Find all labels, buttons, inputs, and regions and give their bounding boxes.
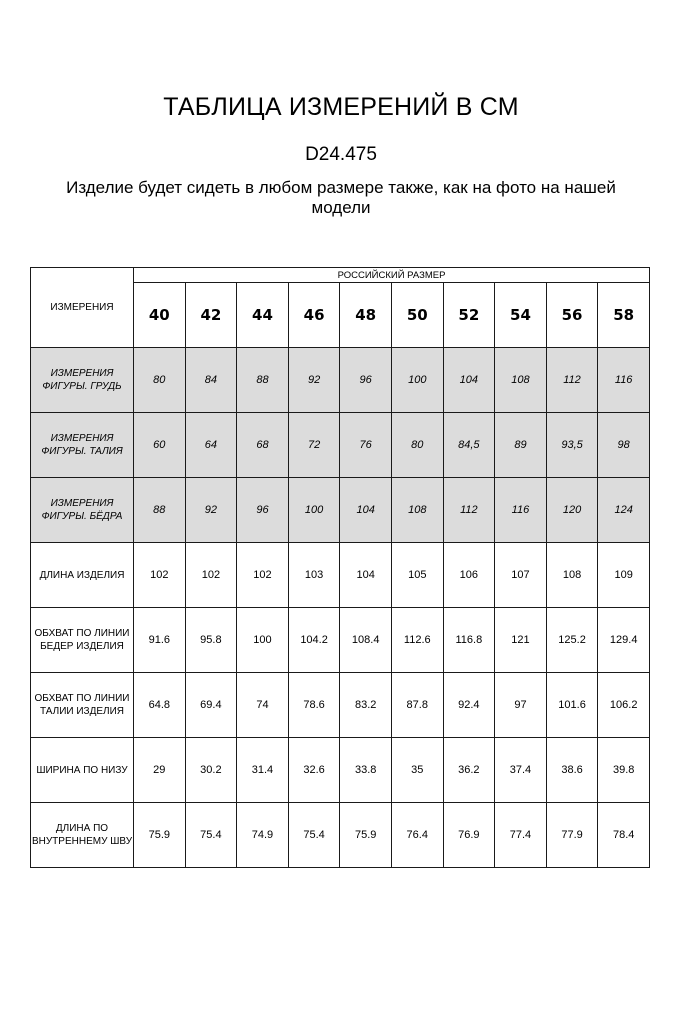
table-cell: 88 xyxy=(237,348,289,413)
table-cell: 30.2 xyxy=(185,738,237,803)
table-cell: 112 xyxy=(443,478,495,543)
table-body xyxy=(31,348,650,868)
row-label: ДЛИНА ПО ВНУТРЕННЕМУ ШВУ xyxy=(31,803,134,868)
table-cell: 104.2 xyxy=(288,608,340,673)
table-cell: 64.8 xyxy=(134,673,186,738)
table-cell: 101.6 xyxy=(546,673,598,738)
page-title: ТАБЛИЦА ИЗМЕРЕНИЙ В СМ xyxy=(163,93,519,121)
table-cell: 75.9 xyxy=(134,803,186,868)
size-header-40: 40 xyxy=(134,283,186,348)
table-cell: 91.6 xyxy=(134,608,186,673)
product-code: D24.475 xyxy=(305,144,377,165)
table-cell: 124 xyxy=(598,478,650,543)
table-cell: 83.2 xyxy=(340,673,392,738)
table-cell: 74.9 xyxy=(237,803,289,868)
table-cell: 104 xyxy=(443,348,495,413)
table-cell: 112.6 xyxy=(391,608,443,673)
size-header-58: 58 xyxy=(598,283,650,348)
size-header-46: 46 xyxy=(288,283,340,348)
table-cell: 76.4 xyxy=(391,803,443,868)
table-cell: 84 xyxy=(185,348,237,413)
table-row xyxy=(31,673,650,738)
table-row xyxy=(31,803,650,868)
table-cell: 116 xyxy=(598,348,650,413)
row-label: ИЗМЕРЕНИЯ ФИГУРЫ. ТАЛИЯ xyxy=(31,413,134,478)
table-cell: 87.8 xyxy=(391,673,443,738)
table-cell: 104 xyxy=(340,543,392,608)
table-cell: 69.4 xyxy=(185,673,237,738)
table-cell: 116 xyxy=(495,478,547,543)
table-cell: 89 xyxy=(495,413,547,478)
table-cell: 74 xyxy=(237,673,289,738)
table-row xyxy=(31,478,650,543)
table-cell: 80 xyxy=(134,348,186,413)
table-cell: 129.4 xyxy=(598,608,650,673)
fit-note: Изделие будет сидеть в любом размере также, как на фото на нашей модели xyxy=(66,178,616,217)
table-cell: 92 xyxy=(288,348,340,413)
table-cell: 100 xyxy=(237,608,289,673)
table-cell: 98 xyxy=(598,413,650,478)
table-cell: 78.6 xyxy=(288,673,340,738)
table-cell: 108.4 xyxy=(340,608,392,673)
table-cell: 102 xyxy=(134,543,186,608)
table-cell: 112 xyxy=(546,348,598,413)
table-cell: 97 xyxy=(495,673,547,738)
table-cell: 37.4 xyxy=(495,738,547,803)
table-cell: 77.4 xyxy=(495,803,547,868)
table-cell: 38.6 xyxy=(546,738,598,803)
table-cell: 80 xyxy=(391,413,443,478)
table-cell: 76.9 xyxy=(443,803,495,868)
table-cell: 60 xyxy=(134,413,186,478)
table-cell: 72 xyxy=(288,413,340,478)
size-header-50: 50 xyxy=(391,283,443,348)
table-cell: 35 xyxy=(391,738,443,803)
table-cell: 96 xyxy=(340,348,392,413)
table-cell: 93,5 xyxy=(546,413,598,478)
table-cell: 84,5 xyxy=(443,413,495,478)
table-cell: 31.4 xyxy=(237,738,289,803)
row-label: ШИРИНА ПО НИЗУ xyxy=(31,738,134,803)
table-row xyxy=(31,738,650,803)
table-cell: 36.2 xyxy=(443,738,495,803)
table-row xyxy=(31,348,650,413)
table-cell: 95.8 xyxy=(185,608,237,673)
size-group-header: РОССИЙСКИЙ РАЗМЕР xyxy=(134,268,650,283)
size-header-48: 48 xyxy=(340,283,392,348)
size-header-42: 42 xyxy=(185,283,237,348)
size-header-56: 56 xyxy=(546,283,598,348)
table-cell: 125.2 xyxy=(546,608,598,673)
row-label: ИЗМЕРЕНИЯ ФИГУРЫ. БЁДРА xyxy=(31,478,134,543)
table-cell: 75.4 xyxy=(185,803,237,868)
table-cell: 76 xyxy=(340,413,392,478)
table-cell: 64 xyxy=(185,413,237,478)
row-label: ДЛИНА ИЗДЕЛИЯ xyxy=(31,543,134,608)
table-cell: 39.8 xyxy=(598,738,650,803)
table-cell: 121 xyxy=(495,608,547,673)
table-cell: 88 xyxy=(134,478,186,543)
size-header-44: 44 xyxy=(237,283,289,348)
table-cell: 78.4 xyxy=(598,803,650,868)
table-cell: 106 xyxy=(443,543,495,608)
table-cell: 103 xyxy=(288,543,340,608)
table-cell: 106.2 xyxy=(598,673,650,738)
table-cell: 108 xyxy=(495,348,547,413)
table-row xyxy=(31,413,650,478)
table-cell: 116.8 xyxy=(443,608,495,673)
table-cell: 75.4 xyxy=(288,803,340,868)
table-row xyxy=(31,543,650,608)
table-cell: 100 xyxy=(391,348,443,413)
table-cell: 75.9 xyxy=(340,803,392,868)
table-cell: 108 xyxy=(391,478,443,543)
table-row xyxy=(31,608,650,673)
table-cell: 108 xyxy=(546,543,598,608)
row-label: ИЗМЕРЕНИЯ ФИГУРЫ. ГРУДЬ xyxy=(31,348,134,413)
header-row-group xyxy=(31,268,650,283)
table-cell: 92.4 xyxy=(443,673,495,738)
table-cell: 92 xyxy=(185,478,237,543)
table-cell: 32.6 xyxy=(288,738,340,803)
table-cell: 33.8 xyxy=(340,738,392,803)
table-cell: 107 xyxy=(495,543,547,608)
table-cell: 29 xyxy=(134,738,186,803)
table-cell: 77.9 xyxy=(546,803,598,868)
size-header-52: 52 xyxy=(443,283,495,348)
table-cell: 102 xyxy=(185,543,237,608)
table-cell: 105 xyxy=(391,543,443,608)
table-cell: 68 xyxy=(237,413,289,478)
measurements-header: ИЗМЕРЕНИЯ xyxy=(31,268,134,348)
row-label: ОБХВАТ ПО ЛИНИИ ТАЛИИ ИЗДЕЛИЯ xyxy=(31,673,134,738)
table-cell: 120 xyxy=(546,478,598,543)
table-cell: 109 xyxy=(598,543,650,608)
table-cell: 102 xyxy=(237,543,289,608)
size-header-54: 54 xyxy=(495,283,547,348)
table-cell: 100 xyxy=(288,478,340,543)
table-cell: 104 xyxy=(340,478,392,543)
size-chart-table xyxy=(30,267,650,868)
table-cell: 96 xyxy=(237,478,289,543)
row-label: ОБХВАТ ПО ЛИНИИ БЕДЕР ИЗДЕЛИЯ xyxy=(31,608,134,673)
